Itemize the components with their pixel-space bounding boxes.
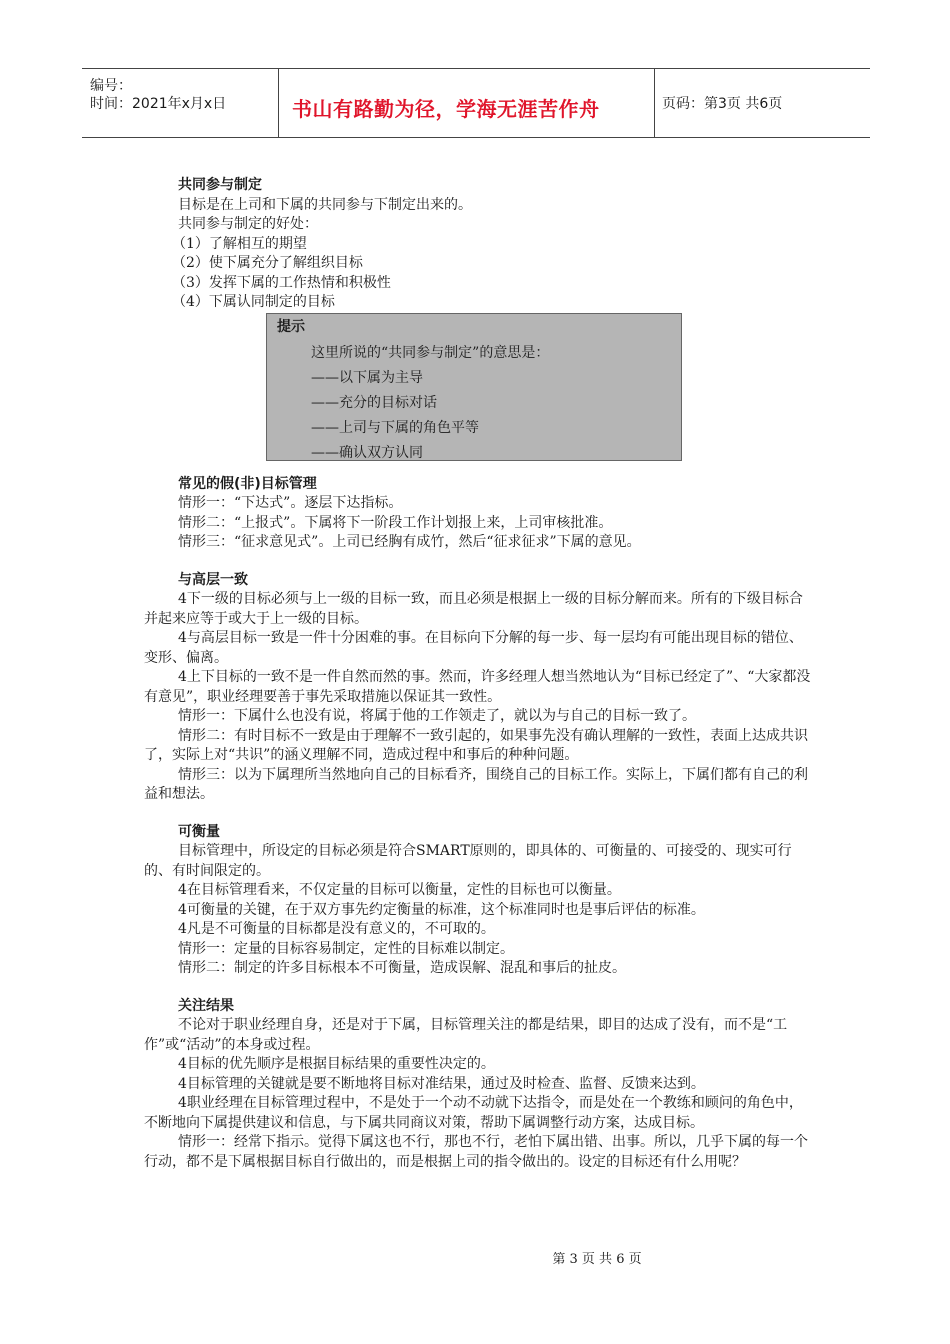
body-line: 共同参与制定的好处： (178, 216, 318, 232)
header-motto-cell (278, 69, 655, 137)
paragraph: 不论对于职业经理自身，还是对于下属，目标管理关注的都是结果，即目的达成了没有，而不是“工作”或“活动”的本身或过程。 (144, 1017, 788, 1053)
number-label: 编号： (90, 78, 132, 94)
section-title: 关注结果 (178, 997, 234, 1014)
paragraph: 情形一：定量的目标容易制定，定性的目标难以制定。 (178, 940, 514, 957)
body-line: 目标是在上司和下属的共同参与下制定出来的。 (178, 196, 472, 213)
body-line: 情形一：“下达式”。逐层下达指标。 (178, 495, 403, 511)
section-title: 共同参与制定 (178, 177, 262, 193)
page-number-label: 页码：第3页 共6页 (662, 96, 783, 112)
paragraph: 4可衡量的关键，在于双方事先约定衡量的标准，这个标准同时也是事后评估的标准。 (178, 901, 705, 918)
document-body (144, 176, 814, 1172)
paragraph: 4与高层目标一致是一件十分困难的事。在目标向下分解的每一步、每一层均有可能出现目标的错位、变形、偏离。 (144, 630, 803, 666)
paragraph: 情形一：经常下指示。觉得下属这也不行，那也不行，老怕下属出错、出事。所以，几乎下属的每一个行动，都不是下属根据目标自行做出的，而是根据上司的指令做出的。设定的目标还有什么用呢？ (144, 1134, 808, 1170)
tip-line: ——上司与下属的角色平等 (311, 419, 479, 436)
list-item: （1）了解相互的期望 (172, 235, 307, 252)
list-item: （2）使下属充分了解组织目标 (172, 255, 363, 271)
tip-line: ——以下属为主导 (311, 369, 423, 386)
paragraph: 情形一：下属什么也没有说，将属于他的工作领走了，就以为与自己的目标一致了。 (178, 708, 696, 724)
paragraph: 4目标的优先顺序是根据目标结果的重要性决定的。 (178, 1056, 495, 1072)
tip-box (266, 313, 682, 461)
tip-title: 提示 (277, 318, 305, 335)
page-header (82, 68, 870, 138)
tip-line: 这里所说的“共同参与制定”的意思是： (311, 344, 550, 361)
paragraph: 4职业经理在目标管理过程中，不是处于一个动不动就下达指令，而是处在一个教练和顾问的角色中，不断地向下属提供建议和信息，与下属共同商议对策，帮助下属调整行动方案，达成目标。 (144, 1095, 803, 1131)
list-item: （4）下属认同制定的目标 (172, 294, 335, 310)
motto-text: 书山有路勤为径，学海无涯苦作舟 (292, 97, 600, 121)
paragraph: 4目标管理的关键就是要不断地将目标对准结果，通过及时检查、监督、反馈来达到。 (178, 1075, 705, 1092)
header-meta (82, 69, 279, 137)
body-line: 情形二：“上报式”。下属将下一阶段工作计划报上来，上司审核批准。 (178, 514, 613, 531)
paragraph: 目标管理中，所设定的目标必须是符合SMART原则的，即具体的、可衡量的、可接受的、现实可行的、有时间限定的。 (144, 843, 792, 879)
paragraph: 情形二：制定的许多目标根本不可衡量，造成误解、混乱和事后的扯皮。 (178, 960, 626, 976)
paragraph: 情形三：以为下属理所当然地向自己的目标看齐，围绕自己的目标工作。实际上，下属们都有自己的利益和想法。 (144, 766, 808, 802)
section-title: 与高层一致 (178, 571, 248, 588)
paragraph: 4在目标管理看来，不仅定量的目标可以衡量，定性的目标也可以衡量。 (178, 882, 621, 898)
paragraph: 情形二：有时目标不一致是由于理解不一致引起的，如果事先没有确认理解的一致性，表面上达成共识了，实际上对“共识”的涵义理解不同，造成过程中和事后的种种问题。 (144, 727, 808, 763)
body-line: 情形三：“征求意见式”。上司已经胸有成竹，然后“征求征求”下属的意见。 (178, 534, 641, 550)
list-item: （3）发挥下属的工作热情和积极性 (172, 274, 391, 291)
section-title: 常见的假(非)目标管理 (178, 475, 317, 492)
tip-line: ——确认双方认同 (311, 444, 423, 461)
date-label: 时间：2021年x月x日 (90, 96, 227, 112)
page-footer: 第 3 页 共 6 页 (552, 1252, 642, 1267)
paragraph: 4凡是不可衡量的目标都是没有意义的，不可取的。 (178, 921, 495, 937)
paragraph: 4上下目标的一致不是一件自然而然的事。然而，许多经理人想当然地认为“目标已经定了”、“大家都没有意见”，职业经理要善于事先采取措施以保证其一致性。 (144, 669, 811, 705)
section-title: 可衡量 (178, 823, 220, 840)
tip-line: ——充分的目标对话 (311, 394, 437, 411)
paragraph: 4下一级的目标必须与上一级的目标一致，而且必须是根据上一级的目标分解而来。所有的下级目标合并起来应等于或大于上一级的目标。 (144, 591, 803, 627)
